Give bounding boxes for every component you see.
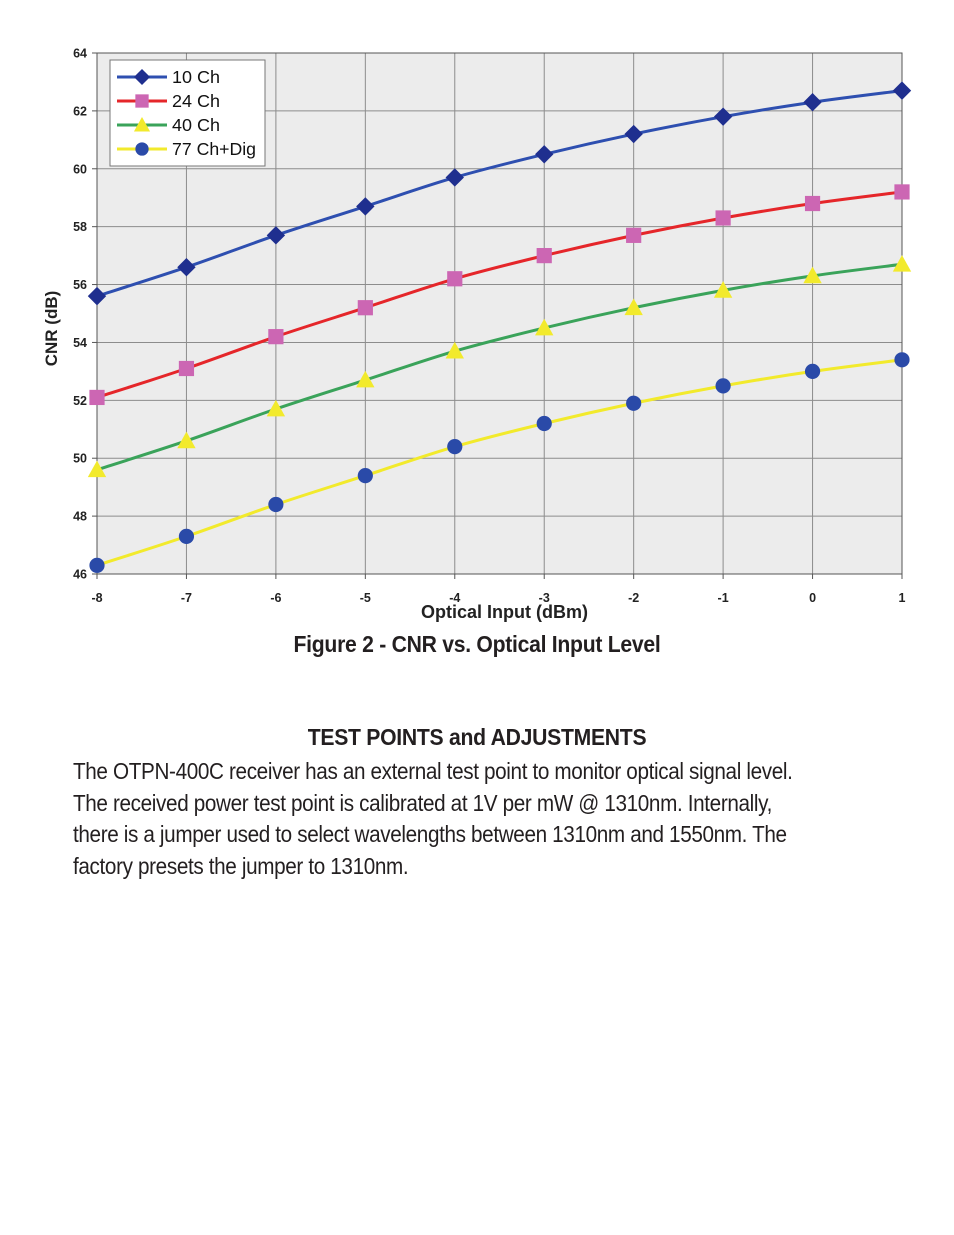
x-tick-label: -4	[449, 591, 461, 605]
data-point	[894, 184, 909, 199]
legend-label: 10 Ch	[172, 67, 220, 87]
paragraph-line: there is a jumper used to select wavelengths between 1310nm and 1550nm. The	[73, 821, 787, 847]
x-tick-label: -1	[717, 591, 729, 605]
y-tick-label: 48	[73, 509, 87, 524]
data-point	[358, 300, 373, 315]
x-tick-label: -5	[359, 591, 371, 605]
data-point	[805, 364, 820, 379]
data-point	[447, 271, 462, 286]
paragraph-line: factory presets the jumper to 1310nm.	[73, 852, 409, 879]
y-tick-label: 50	[73, 451, 87, 466]
data-point	[626, 228, 641, 243]
data-point	[89, 390, 104, 405]
x-tick-label: -6	[270, 591, 282, 605]
x-tick-label: 1	[898, 591, 906, 605]
x-tick-label: 0	[809, 591, 817, 605]
x-tick-label: -8	[91, 591, 103, 605]
data-point	[358, 468, 373, 483]
data-point	[179, 529, 194, 544]
paragraph-line: The OTPN-400C receiver has an external test point to monitor optical signal level.	[73, 758, 793, 784]
y-tick-label: 60	[73, 162, 87, 177]
legend-marker	[135, 142, 148, 155]
paragraph-line: The received power test point is calibrated at 1V per mW @ 1310nm. Internally,	[73, 789, 772, 816]
y-tick-label: 56	[73, 278, 87, 293]
x-tick-label: -3	[538, 591, 550, 605]
x-tick-label: -2	[628, 591, 640, 605]
data-point	[716, 210, 731, 225]
figure-caption: Figure 2 - CNR vs. Optical Input Level	[293, 631, 661, 657]
data-point	[626, 396, 641, 411]
legend-label: 24 Ch	[172, 91, 220, 111]
legend-label: 40 Ch	[172, 115, 220, 135]
data-point	[268, 497, 283, 512]
y-axis-title: CNR (dB)	[42, 290, 61, 367]
y-tick-label: 52	[73, 393, 87, 408]
section-heading: TEST POINTS and ADJUSTMENTS	[307, 724, 647, 750]
data-point	[179, 361, 194, 376]
legend-marker	[135, 94, 148, 107]
y-tick-label: 62	[73, 104, 87, 119]
body-paragraph	[73, 756, 883, 882]
data-point	[268, 329, 283, 344]
y-tick-label: 46	[73, 567, 87, 582]
data-point	[537, 416, 552, 431]
data-point	[447, 439, 462, 454]
data-point	[716, 378, 731, 393]
data-point	[805, 196, 820, 211]
y-tick-label: 64	[73, 46, 87, 61]
data-point	[89, 558, 104, 573]
y-tick-label: 58	[73, 220, 87, 235]
cnr-chart	[40, 40, 920, 630]
y-tick-label: 54	[73, 335, 87, 350]
legend-label: 77 Ch+Dig	[172, 139, 256, 159]
data-point	[537, 248, 552, 263]
x-axis-title: Optical Input (dBm)	[421, 602, 588, 622]
data-point	[894, 352, 909, 367]
x-tick-label: -7	[180, 591, 193, 605]
